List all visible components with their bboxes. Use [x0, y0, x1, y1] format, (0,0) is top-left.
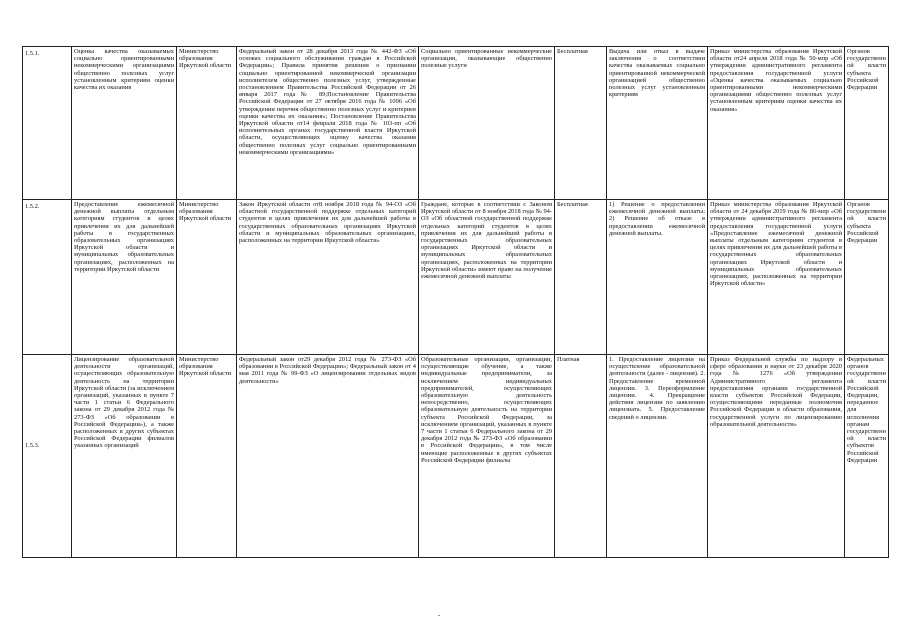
table-row [23, 200, 889, 355]
service-name-cell: Лицензирование образовательной деятельности организаций, осуществляющих образовательную деятельность на территории Иркутской области (за исключением организаций, указанных в пункте 7 части 1 статьи 6 Федерального закона от 29 декабря 2012 года № 273-ФЗ «Об образовании в Российской Федерации»), а также расположенных в других субъектах Российской Федерации филиалов указанных организаций [72, 355, 177, 558]
recipients-cell: Образовательные организации, организации, осуществляющие обучение, а также индивидуальные предприниматели, за исключением индивидуальных предпринимателей, осуществляющих образовательную деятельность непосредственно, осуществляющих образовательную деятельность на территории субъекта Российской Федерации, за исключением организаций, указанных в пункте 7 части 1 статьи 6 Федерального закона от 29 декабря 2012 года № 273-ФЗ «Об образовании в Российской Федерации», в том числе имеющие расположенные в других субъектах Российской Федерации филиалы [419, 355, 555, 558]
result-cell: 1) Решение о предоставлении ежемесячной денежной выплаты; 2) Решение об отказе в предоставлении ежемесячной денежной выплаты. [607, 200, 708, 355]
row-number-cell: 1.5.3. [23, 355, 72, 558]
recipients-cell: Социально ориентированные некоммерческие организации, оказывающие общественно полезные услуги [419, 47, 555, 200]
row-number-cell: 1.5.2. [23, 200, 72, 355]
payment-cell: Бесплатная [555, 47, 607, 200]
level-cell: Органов государственной власти субъекта Российской Федерации [845, 200, 889, 355]
authority-cell: Министерство образования Иркутской области [177, 47, 237, 200]
service-name-cell: Оценка качества оказываемых социально ориентированными некоммерческими организациями общественно полезных услуг установленным критериям оценки качества их оказания [72, 47, 177, 200]
authority-cell: Министерство образования Иркутской области [177, 355, 237, 558]
regulation-cell: Приказ Федеральной службы по надзору в сфере образования и науки от 23 декабря 2020 года № 1276 «Об утверждении Административного регламента предоставления органами государственной власти субъектов Российской Федерации, осуществляющими переданные полномочия Российской Федерации в области образования, государственной услуги по лицензированию образовательной деятельности» [708, 355, 845, 558]
legal-basis-cell: Федеральный закон от29 декабря 2012 года № 273-ФЗ «Об образовании в Российской Федерации»; Федеральный закон от 4 мая 2011 года № 99-ФЗ «О лицензировании отдельных видов деятельности» [237, 355, 419, 558]
table-row [23, 355, 889, 558]
legal-basis-cell: Закон Иркутской области от8 ноября 2018 года № 94-ОЗ «Об областной государственной поддержке отдельных категорий студентов в целях привлечения их для дальнейшей работы в государственных образовательных организациях Иркутской области и муниципальных образовательных организациях, расположенных на территории Иркутской области» [237, 200, 419, 355]
service-name-cell: Предоставление ежемесячной денежной выплаты отдельным категориям студентов в целях привлечения их для дальнейшей работы в государственных образовательных организациях Иркутской области и муниципальных образовательных организациях, расположенных на территории Иркутской области [72, 200, 177, 355]
scan-speck [438, 615, 440, 616]
regulation-cell: Приказ министерства образования Иркутской области от24 апреля 2018 года № 50-мпр «Об утверждении административного регламента предоставления государственной услуги «Оценка качества оказываемых социально ориентированными некоммерческими организациями общественно полезных услуг установленным критериям оценки качества их оказания» [708, 47, 845, 200]
services-register-table [22, 46, 889, 558]
result-cell: Выдача или отказ в выдаче заключения о соответствии качества оказываемых социально ориентированной некоммерческой организацией общественно полезных услуг установленным критериям [607, 47, 708, 200]
row-number-cell: 1.5.1. [23, 47, 72, 200]
recipients-cell: Граждане, которые в соответствии с Законом Иркутской области от 8 ноября 2018 года № 94-ОЗ «Об областной государственной поддержке отдельных категорий студентов в целях привлечения их для дальнейшей работы в государственных образовательных организациях Иркутской области и муниципальных образовательных организациях, расположенных на территории Иркутской области» имеют право на получение ежемесячной денежной выплаты [419, 200, 555, 355]
regulation-cell: Приказ министерства образования Иркутской области от 24 декабря 2019 года № 86-мпр «Об утверждении административного регламента предоставления государственной услуги «Предоставление ежемесячной денежной выплаты отдельным категориям студентов в целях привлечения их для дальнейшей работы в государственных образовательных организациях Иркутской области и муниципальных образовательных организациях, расположенных на территории Иркутской области» [708, 200, 845, 355]
table-row [23, 47, 889, 200]
legal-basis-cell: Федеральный закон от 28 декабря 2013 года № 442-ФЗ «Об основах социального обслуживания граждан в Российской Федерации»; Правила принятия решения о признании социально ориентированной некоммерческой организации исполнителем общественно полезных услуг, утвержденные постановлением Правительства Российской Федерации от 26 января 2017 года№ 89;Постановление Правительства Российской Федерации от 27 октября 2016 года № 1096 «Об утверждении перечня общественно полезных услуг и критериев оценки качества их оказания»; Постановление Правительства Иркутской области от14 февраля 2018 года № 103-пп «Об исполнительных органах государственной власти Иркутской области, осуществляющих оценку качества оказания общественно полезных услуг социально ориентированными некоммерческими организациями» [237, 47, 419, 200]
payment-cell: Платная [555, 355, 607, 558]
payment-cell: Бесплатная [555, 200, 607, 355]
level-cell: Федеральных органов государственной власти Российской Федерации, переданное для исполнения органам государственной власти субъектов Российской Федерации [845, 355, 889, 558]
result-cell: 1. Предоставление лицензии на осуществление образовательной деятельности (далее - лицензия). 2. Предоставление временной лицензии. 3. Переоформление лицензии. 4. Прекращение действия лицензии по заявлению лицензиата. 5. Предоставление сведений о лицензии. [607, 355, 708, 558]
authority-cell: Министерство образования Иркутской области [177, 200, 237, 355]
level-cell: Органов государственной власти субъекта Российской Федерации [845, 47, 889, 200]
